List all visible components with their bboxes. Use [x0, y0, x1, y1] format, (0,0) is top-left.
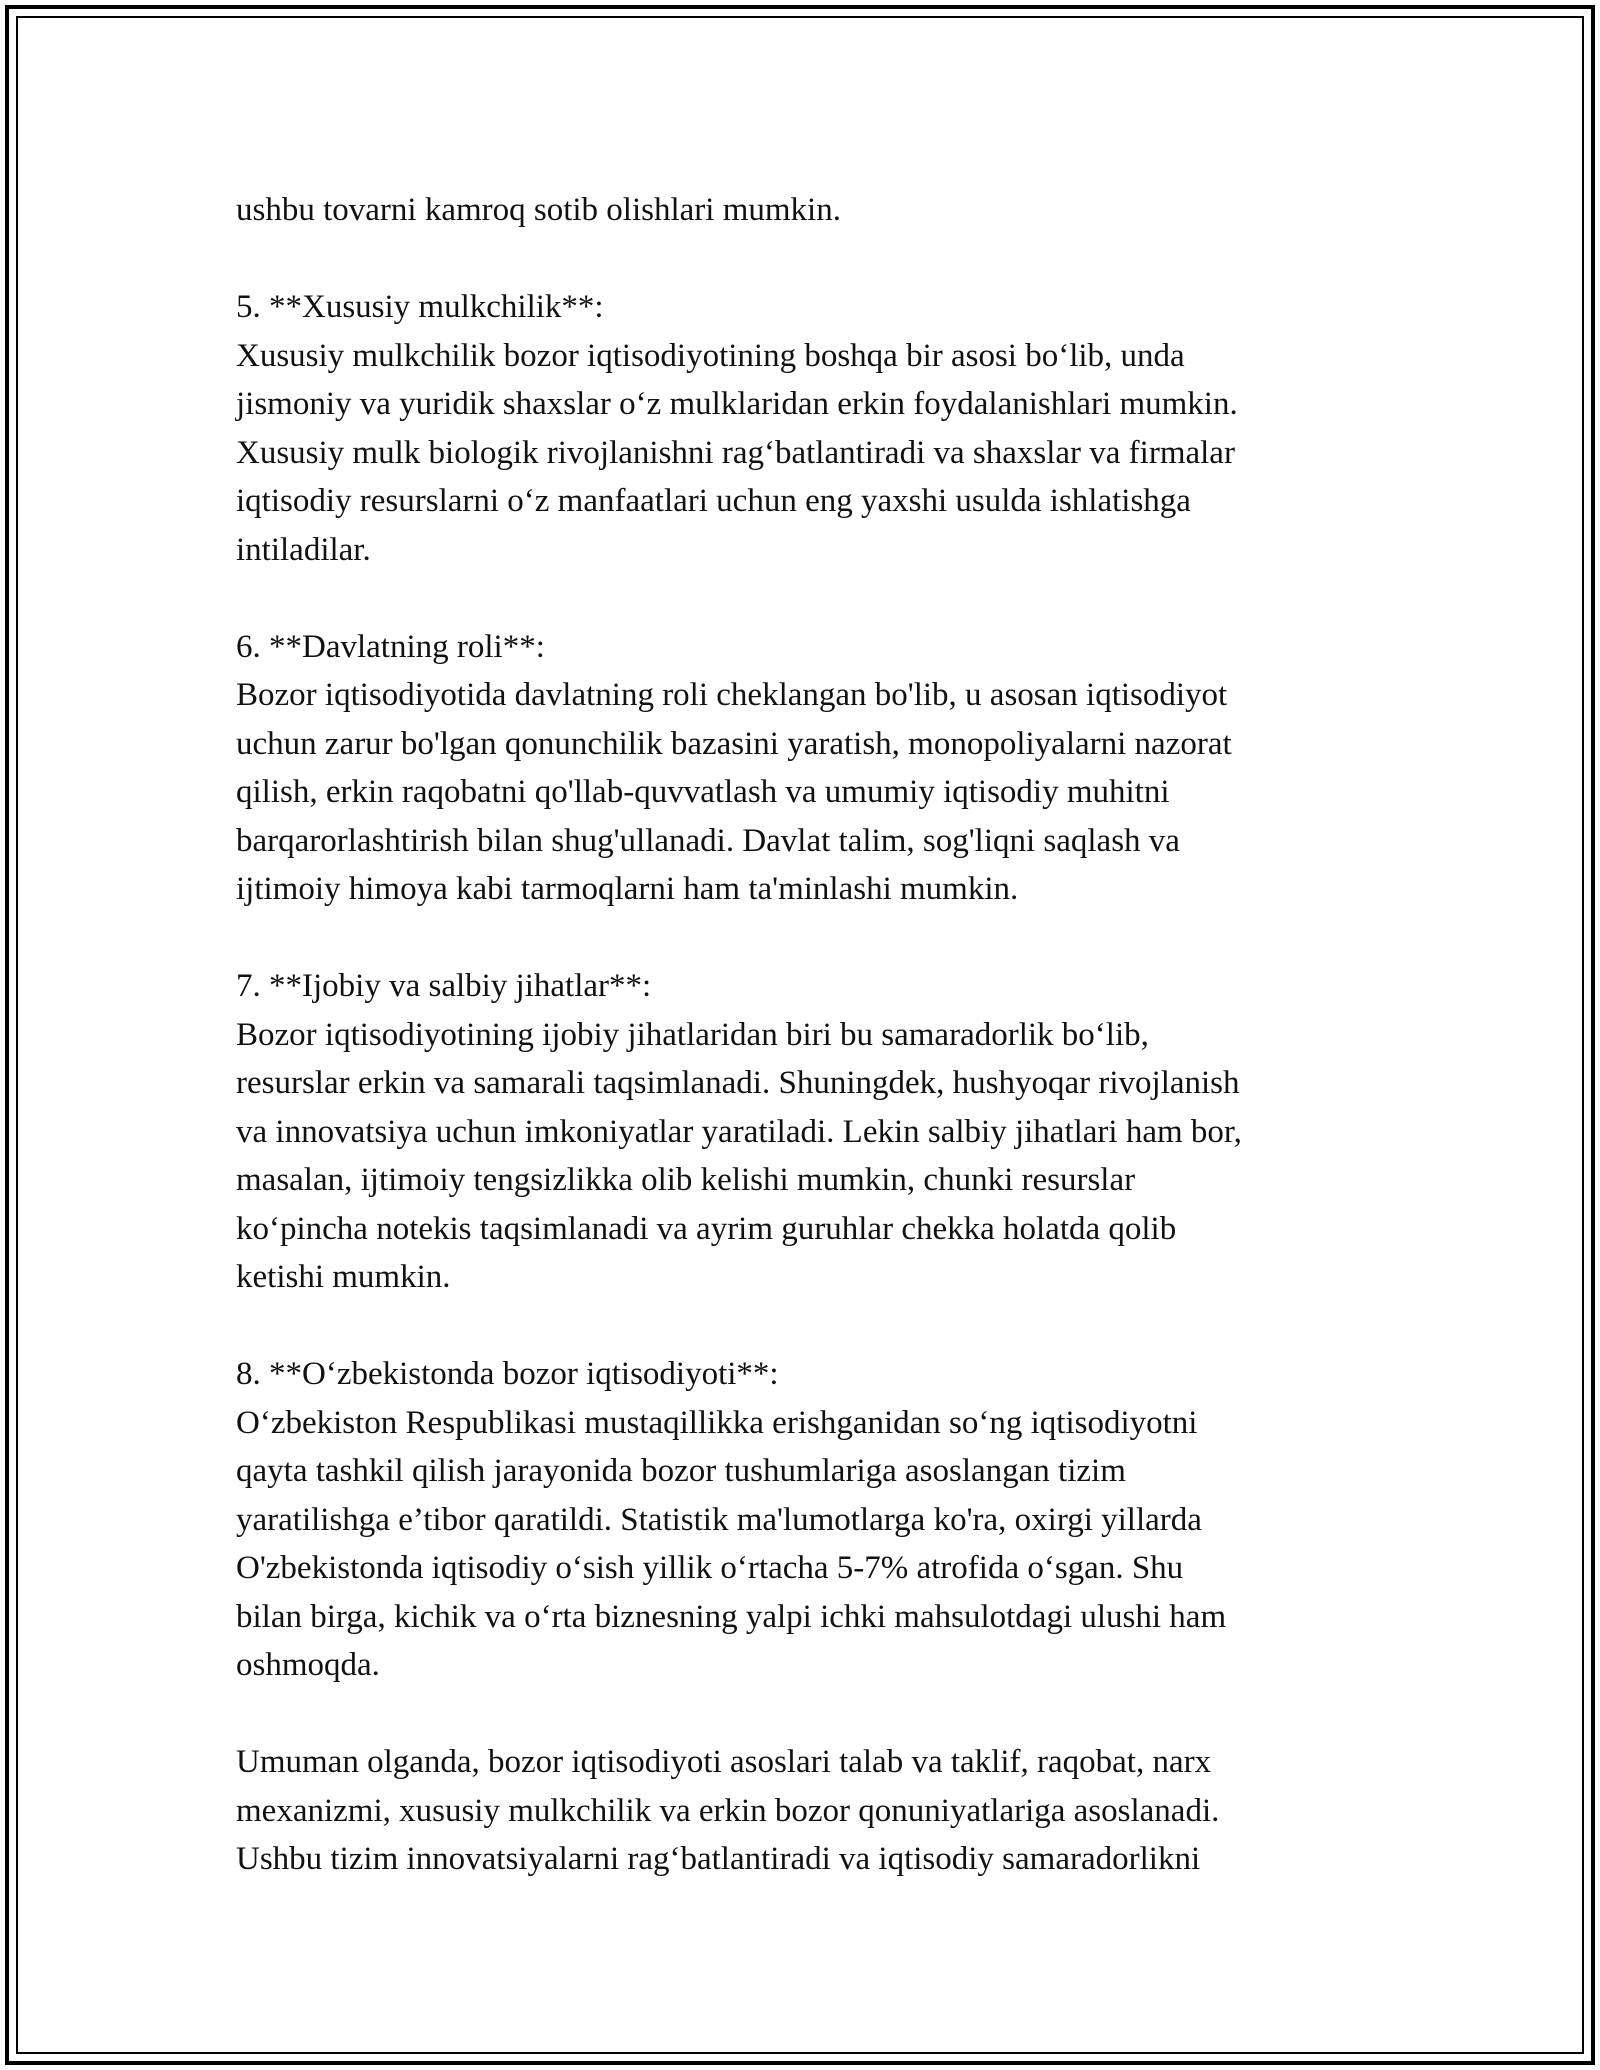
document-body	[236, 186, 1416, 1884]
section-pros-and-cons: 7. **Ijobiy va salbiy jihatlar**: Bozor iqtisodiyotining ijobiy jihatlaridan biri bu samaradorlik bo‘lib, resurslar erkin va samarali taqsimlanadi. Shuningdek, hushyoqar rivojlanish va innovatsiya uchun imkoniyatlar yaratiladi. Lekin salbiy jihatlari ham bor, masalan, ijtimoiy tengsizlikka olib kelishi mumkin, chunki resurslar ko‘pincha notekis taqsimlanadi va ayrim guruhlar chekka holatda qolib ketishi mumkin.	[236, 968, 1242, 1295]
section-role-of-state: 6. **Davlatning roli**: Bozor iqtisodiyotida davlatning roli cheklangan bo'lib, u asosan iqtisodiyot uchun zarur bo'lgan qonunchilik bazasini yaratish, monopoliyalarni nazorat qilish, erkin raqobatni qo'llab-quvvatlash va umumiy iqtisodiy muhitni barqarorlashtirish bilan shug'ullanadi. Davlat talim, sog'liqni saqlash va ijtimoiy himoya kabi tarmoqlarni ham ta'minlashi mumkin.	[236, 628, 1232, 907]
paragraph-continuation: ushbu tovarni kamroq sotib olishlari mumkin.	[236, 192, 841, 228]
section-private-ownership: 5. **Xususiy mulkchilik**: Xususiy mulkchilik bozor iqtisodiyotining boshqa bir asosi bo‘lib, unda jismoniy va yuridik shaxslar o‘z mulklaridan erkin foydalanishlari mumkin. Xususiy mulk biologik rivojlanishni rag‘batlantiradi va shaxslar va firmalar iqtisodiy resurslarni o‘z manfaatlari uchun eng yaxshi usulda ishlatishga intiladilar.	[236, 289, 1238, 568]
section-uzbekistan-market-economy: 8. **O‘zbekistonda bozor iqtisodiyoti**: O‘zbekiston Respublikasi mustaqillikka erishganidan so‘ng iqtisodiyotni qayta tashkil qilish jarayonida bozor tushumlariga asoslangan tizim yaratilishga e’tibor qaratildi. Statistik ma'lumotlarga ko'ra, oxirgi yillarda O'zbekistonda iqtisodiy o‘sish yillik o‘rtacha 5-7% atrofida o‘sgan. Shu bilan birga, kichik va o‘rta biznesning yalpi ichki mahsulotdagi ulushi ham oshmoqda.	[236, 1356, 1227, 1683]
paragraph-conclusion: Umuman olganda, bozor iqtisodiyoti asoslari talab va taklif, raqobat, narx mexanizmi, xususiy mulkchilik va erkin bozor qonuniyatlariga asoslanadi. Ushbu tizim innovatsiyalarni rag‘batlantiradi va iqtisodiy samaradorlikni	[236, 1744, 1220, 1877]
